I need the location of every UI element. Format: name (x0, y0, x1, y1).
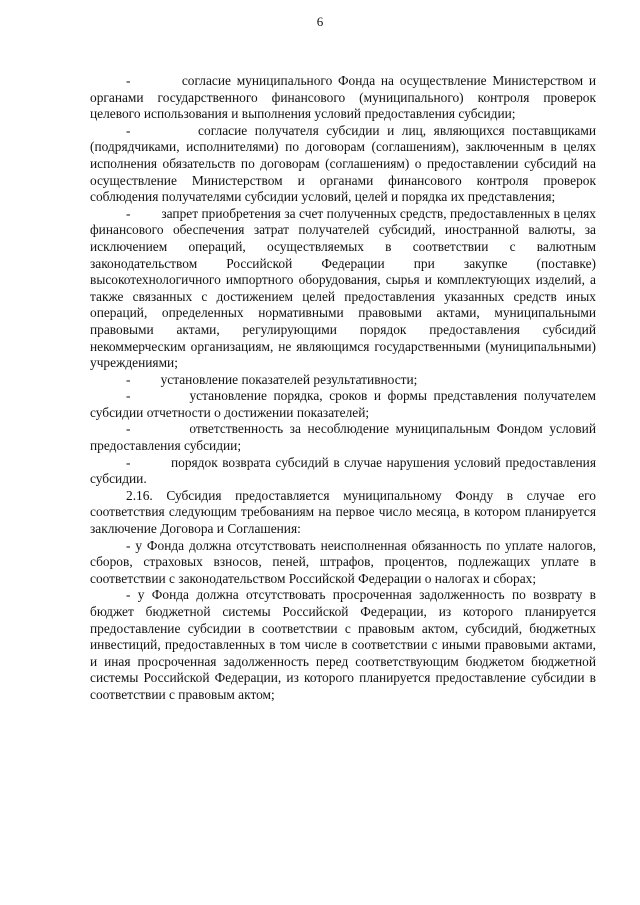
page-number: 6 (316, 14, 324, 29)
paragraph-reporting-procedure: - установление порядка, сроков и формы представления получателем субсидии отчетности о достижении показателей; (90, 388, 596, 420)
paragraph-performance-indicators: - установление показателей результативности; (126, 371, 418, 387)
paragraph-currency-purchase-ban: - запрет приобретения за счет полученных средств, предоставленных в целях финансового обеспечения затрат получателей субсидий, иностранной валюты, за исключением операций, осуществляемых в соответствии с валютным законодательством Российской Федерации при закупке (поставке) высокотехнологичного импортного оборудования, сырья и комплектующих изделий, а также связанных с достижением целей предоставления указанных средств иных операций, определенных нормативными правовыми актами, муниципальными правовыми актами, регулирующими порядок предоставления субсидий некоммерческим организациям, не являющимся государственными (муниципальными) учреждениями; (90, 205, 596, 371)
paragraph-consent-fund-inspections: - согласие муниципального Фонда на осуществление Министерством и органами государственного финансового (муниципального) контроля проверок целевого использования и выполнения условий предоставления субсидии; (90, 73, 596, 122)
paragraph-no-overdue-debt: - у Фонда должна отсутствовать просроченная задолженность по возврату в бюджет бюджетной системы Российской Федерации, из которого планируется предоставление субсидии в соответствии с правовым актом, субсидий, бюджетных инвестиций, предоставленных в том числе в соответствии с иными правовыми актами, и иная просроченная задолженность перед соответствующим бюджетом бюджетной системы Российской Федерации, из которого планируется предоставление субсидии в соответствии с правовым актом; (90, 587, 596, 702)
paragraph-consent-recipient-suppliers: - согласие получателя субсидии и лиц, являющихся поставщиками (подрядчиками, исполнителями) по договорам (соглашениям), заключенным в целях исполнения обязательств по договорам (соглашениям) о предоставлении субсидий на осуществление Министерством и органами финансового контроля проверок соблюдения получателями субсидии условий, целей и порядка их представления; (90, 122, 596, 205)
document-body (90, 73, 596, 704)
paragraph-subsidy-return-procedure: - порядок возврата субсидий в случае нарушения условий предоставления субсидии. (90, 454, 596, 487)
paragraph-no-tax-arrears: - у Фонда должна отсутствовать неисполненная обязанность по уплате налогов, сборов, страховых взносов, пеней, штрафов, процентов, подлежащих уплате в соответствии с законодательством Российской Федерации о налогах и сборах; (90, 537, 596, 586)
paragraph-clause-2-16: 2.16. Субсидия предоставляется муниципальному Фонду в случае его соответствия следующим требованиям на первое число месяца, в котором планируется заключение Договора и Соглашения: (90, 487, 596, 537)
paragraph-fund-responsibility: - ответственность за несоблюдение муниципальным Фондом условий предоставления субсидии; (90, 421, 596, 454)
